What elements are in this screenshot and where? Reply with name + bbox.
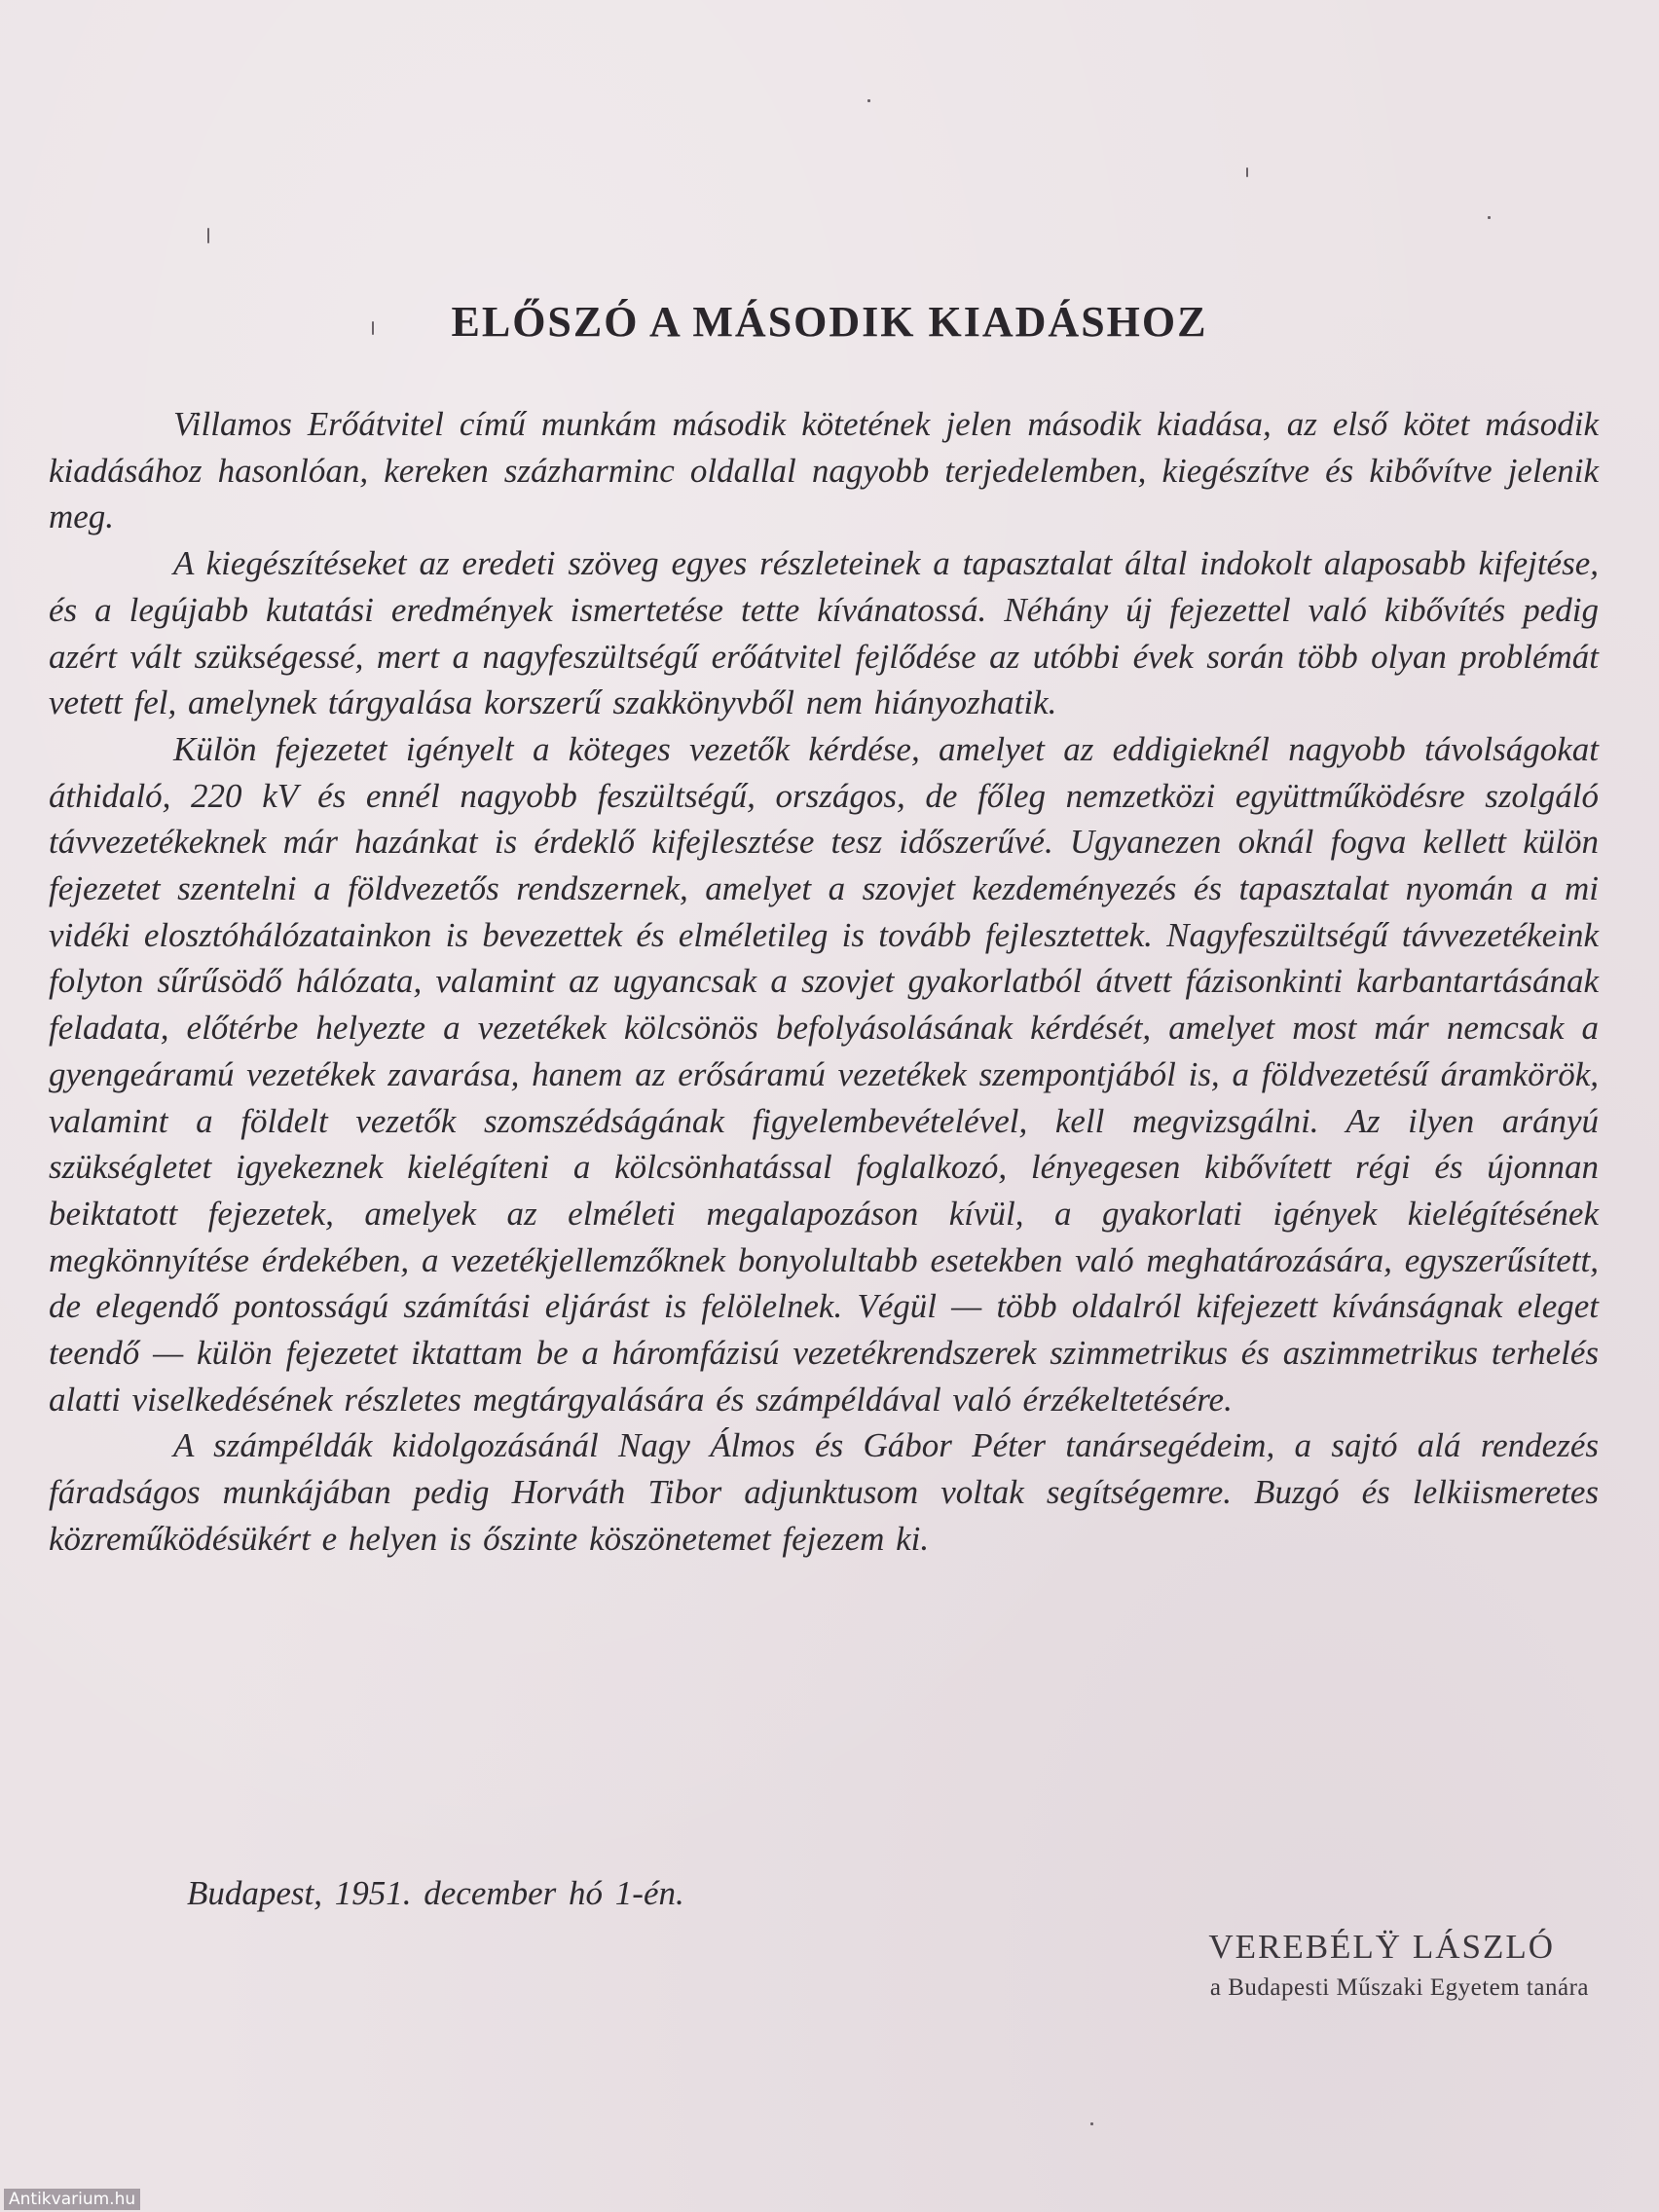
paper-speck — [867, 99, 870, 102]
paragraph-3: Külön fejezetet igényelt a köteges vezetők kérdése, amelyet az eddigieknél nagyobb távolságokat áthidaló, 220 kV és ennél nagyobb feszültségű, országos, de főleg nemzetközi együttműködésre szolgáló távvezetékeknek már hazánkat is érdeklő kifejlesztése tesz időszerűvé. Ugyanezen oknál fogva kellett külön fejezetet szentelni a földvezetős rendszernek, amelyet a szovjet kezdeményezés és tapasztalat nyomán a mi vidéki elosztóhálózatainkon is bevezettek és elméletileg is tovább fejlesztettek. Nagyfeszültségű távvezetékeink folyton sűrűsödő hálózata, valamint az ugyancsak a szovjet gyakorlatból átvett fázisonkinti karbantartásának feladata, előtérbe helyezte a vezetékek kölcsönös befolyásolásának kérdését, amelyet most már nemcsak a gyengeáramú vezetékek zavarása, hanem az erősáramú vezetékek szempontjából is, a földvezetésű áramkörök, valamint a földelt vezetők szomszédságának figyelembevételével, kell megvizsgálni. Az ilyen arányú szükségletet igyekeznek kielégíteni a kölcsönhatással foglalkozó, lényegesen kibővített régi és újonnan beiktatott fejezetek, amelyek az elméleti megalapozáson kívül, a gyakorlati igények kielégítésének megkönnyítése érdekében, a vezetékjellemzőknek bonyolultabb esetekben való meghatározására, egyszerűsített, de elegendő pontosságú számítási eljárást is felölelnek. Végül — több oldalról kifejezett kívánságnak eleget teendő — külön fejezetet iktattam be a háromfázisú vezetékrendszerek szimmetrikus és aszimmetrikus terhelés alatti viselkedésének részletes megtárgyalására és számpéldával való érzékeltetésére. — [49, 729, 1599, 1419]
preface-body — [49, 401, 1599, 1563]
paragraph-2: A kiegészítéseket az eredeti szöveg egyes részleteinek a tapasztalat által indokolt alaposabb kifejtése, és a legújabb kutatási eredmények ismertetése tette kívánatossá. Néhány új fejezettel való kibővítés pedig azért vált szükségessé, mert a nagyfeszültségű erőátvitel fejlődése az utóbbi évek során több olyan problémát vetett fel, amelynek tárgyalása korszerű szakkönyvből nem hiányozhatik. — [49, 544, 1599, 722]
paper-speck — [372, 321, 374, 335]
paper-speck — [1090, 2122, 1093, 2125]
paper-speck — [207, 228, 209, 243]
dateline: Budapest, 1951. december hó 1-én. — [187, 1874, 684, 1912]
paragraph-1: Villamos Erőátvitel című munkám második kötetének jelen második kiadása, az első kötet második kiadásához hasonlóan, kereken százharminc oldallal nagyobb terjedelemben, kiegészítve és kibővítve jelenik meg. — [49, 405, 1599, 536]
paragraph-4: A számpéldák kidolgozásánál Nagy Álmos és Gábor Péter tanársegédeim, a sajtó alá rendezés fáradságos munkájában pedig Horváth Tibor adjunktusom voltak segítségemre. Buzgó és lelkiismeretes közreműködésükért e helyen is őszinte köszönetemet fejezem ki. — [49, 1426, 1599, 1558]
paper-speck — [1246, 167, 1248, 177]
paper-speck — [1488, 216, 1491, 219]
watermark: Antikvarium.hu — [4, 2189, 140, 2210]
author-title: a Budapesti Műszaki Egyetem tanára — [1209, 1974, 1589, 2001]
page-title: ELŐSZÓ A MÁSODIK KIADÁSHOZ — [451, 298, 1208, 346]
author-name: VEREBÉLŸ LÁSZLÓ — [1208, 1928, 1555, 1966]
